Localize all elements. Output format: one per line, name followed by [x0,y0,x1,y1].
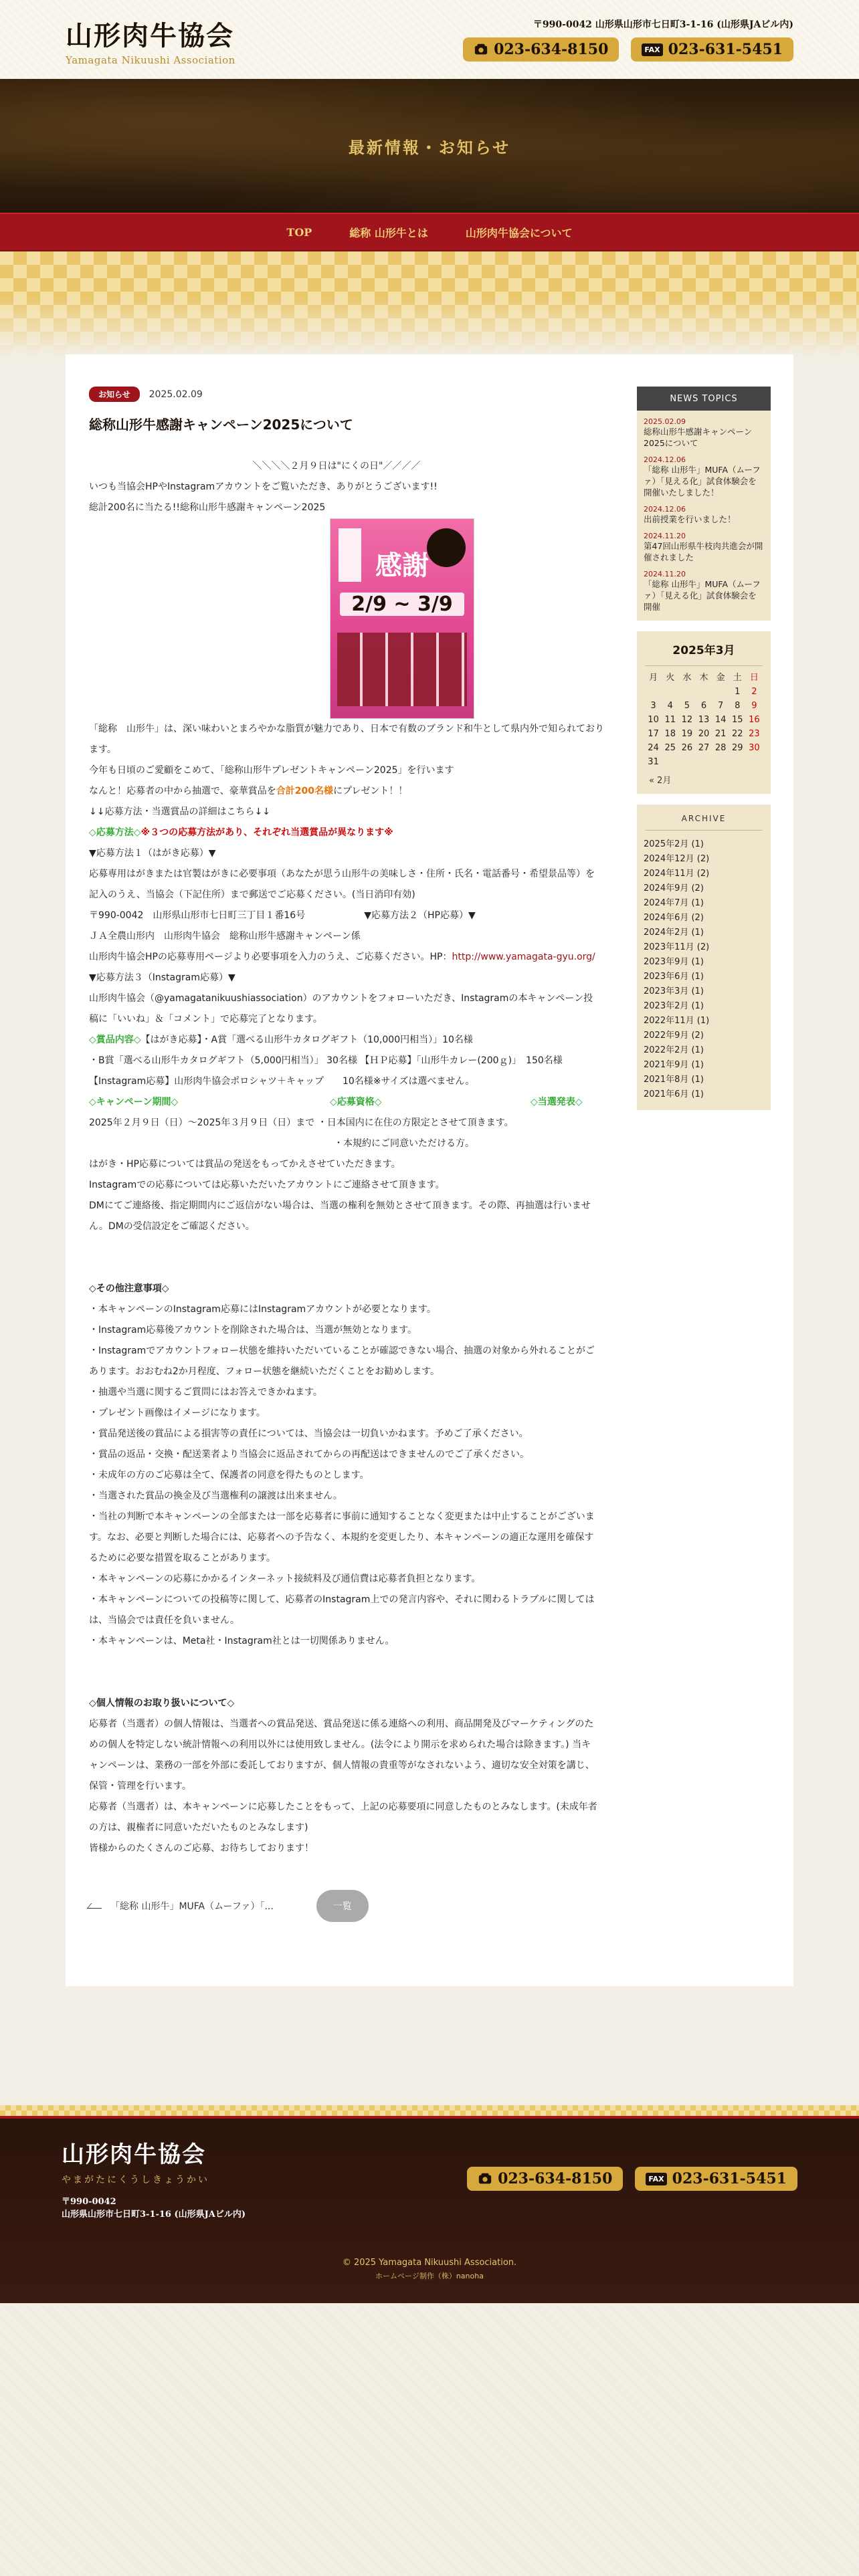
body-line: ・Instagram応募後アカウントを削除された場合は、当選が無効となります。 [89,1325,417,1335]
calendar-day: 5 [684,701,690,711]
body-line: ・賞品発送後の賞品による損害等の責任については、当協会は一切負いかねます。予めご了承ください。 [89,1428,529,1439]
body-text: にプレゼント！！ [332,786,408,796]
copyright-text: © 2025 Yamagata Nikuushi Association. [342,2258,517,2268]
phone-icon [478,2171,492,2186]
news-item[interactable] [637,455,771,498]
calendar-day: 1 [735,687,741,697]
news-date: 2024.12.06 [644,455,686,464]
archive-link[interactable]: 2024年6月 (2) [644,913,704,923]
news-date: 2024.11.20 [644,532,686,540]
archive-link[interactable]: 2023年2月 (1) [644,1001,704,1011]
calendar-day [712,685,729,699]
prev-post-link[interactable] [89,1899,274,1913]
archive-heading: ARCHIVE [645,804,763,831]
archive-link[interactable]: 2024年2月 (1) [644,928,704,938]
body-line: ・賞品の返品・交換・配送業者より当協会に返品されてからの再配送はできませんのでご了承ください。 [89,1449,529,1460]
decorative-band [0,251,859,358]
section-heading: ◇賞品内容◇ [89,1035,141,1045]
calendar-day: 26 [681,743,693,753]
calendar-box [637,631,771,794]
body-line: は、当協会では責任を負いません。 [89,1615,240,1626]
calendar-day: 29 [732,743,743,753]
poster-meat-photos [337,633,467,706]
body-line: ＼＼＼＼２月９日は"にくの日"／／／／ [252,461,421,471]
page-hero [0,79,859,213]
highlight-text: 合計200名様 [276,786,333,796]
article [89,387,624,1922]
calendar-day [662,756,678,769]
footer-logo[interactable] [62,2136,246,2220]
body-text: 2025年２月９日（日）～2025年３月９日（日）まで [89,1117,315,1128]
calendar-day: 31 [648,757,659,767]
archive-link[interactable]: 2023年11月 (2) [644,942,710,952]
body-line: ん。DMの受信設定をご確認ください。 [89,1221,255,1232]
calendar-day [746,756,763,769]
archive-link[interactable]: 2022年9月 (2) [644,1031,704,1041]
global-nav [0,213,859,251]
calendar-day: 9 [751,701,757,711]
header-contact [463,17,793,62]
calendar-day: 17 [648,729,659,739]
tel-number: 023-634-8150 [494,41,609,58]
page-bottom-background [0,2303,859,2576]
news-topics-box [637,387,771,621]
poster-title: 感謝 [375,550,429,581]
archive-link[interactable]: 2021年8月 (1) [644,1075,704,1085]
body-line: 山形肉牛協会（@yamagatanikuushiassociation）のアカウントをフォローいただき、Instagramの本キャンペーン投 [89,993,593,1004]
section-heading: ◇その他注意事項◇ [89,1283,169,1294]
body-line: るために必要な措置を取ることがあります。 [89,1553,276,1564]
news-title[interactable]: 「総称 山形牛」MUFA（ムーファ）「見える化」試食体験会を開催 [644,579,761,612]
sidebar [637,387,771,1121]
body-text: ・日本国内に在住の方限定とさせて頂きます。 [317,1117,514,1128]
calendar-weekday: 金 [716,673,725,683]
calendar-day: 24 [648,743,659,753]
archive-link[interactable]: 2023年6月 (1) [644,972,704,982]
category-badge[interactable]: お知らせ [89,387,140,402]
calendar-day: 8 [735,701,741,711]
archive-link[interactable]: 2022年2月 (1) [644,1045,704,1055]
body-line [89,1113,624,1134]
body-line [89,1030,624,1051]
body-line [89,1092,624,1113]
news-item[interactable] [637,505,771,525]
prev-post-title: 「総称 山形牛」MUFA（ムーファ）「... [110,1901,274,1912]
logo-text: 山形肉牛協会 [66,20,234,51]
section-heading: ◇応募資格◇ [330,1097,382,1107]
calendar-weekday: 月 [649,673,658,683]
body-line: ・抽選や当選に関するご質問にはお答えできかねます。 [89,1387,322,1398]
body-line: す。なお、必要と判断した場合には、応募者への予告なく、本規約を変更したり、本キャンペーンの適正な運用を確保す [89,1532,594,1543]
calendar-weekday: 水 [682,673,692,683]
page-title: 最新情報・お知らせ [348,137,511,157]
body-text: 【はがき応募】・A賞「選べる山形牛カタログギフト（10,000円相当）」10名様 [140,1035,473,1045]
news-date: 2025.02.09 [644,417,686,426]
body-line: ・本キャンペーンについての投稿等に関して、応募者のInstagram上での発言内容や、それに関わるトラブルに関しては [89,1594,595,1605]
calendar-day: 15 [732,715,743,725]
phone-icon [474,42,488,57]
calendar-day: 13 [698,715,710,725]
calendar-day [662,685,678,699]
body-line: ・本キャンペーンの応募にかかるインターネット接続料及び通信費は応募者負担となります。 [89,1574,481,1584]
news-title[interactable]: 第47回山形県牛枝肉共進会が開催されました [644,541,763,562]
body-line: 応募者（当選者）の個人情報は、当選者への賞品発送、賞品発送に係る連絡への利用、商品開発及びマーケティングのた [89,1719,594,1729]
calendar-day [695,685,712,699]
footer-fax-button[interactable] [635,2167,797,2191]
highlight-text: ※３つの応募方法があり、それぞれ当選賞品が異なります※ [140,827,393,838]
body-line: ・Instagramでアカウントフォロー状態を維持いただいていることが確認できない場合、抽選の対象から外れることがご [89,1346,595,1356]
footer-address: 山形県山形市七日町3-1-16 (山形県JAビル内) [62,2210,246,2220]
logo-subtext: Yamagata Nikuushi Association [66,54,235,66]
news-item[interactable] [637,532,771,563]
calendar-day: 6 [700,701,707,711]
calendar-day: 28 [714,743,727,753]
calendar-title: 2025年3月 [645,631,763,666]
nav-item-about-association[interactable]: 山形肉牛協会について [465,226,573,239]
body-line: Instagramでの応募については応募いただいたアカウントにご連絡させて頂きます。 [89,1180,445,1190]
calendar-day: 30 [749,743,760,753]
body-line [89,905,624,926]
body-text: 〒990-0042 山形県山形市七日町三丁目１番16号 [89,910,306,921]
article-title: 総称山形牛感謝キャンペーン2025について [89,417,353,433]
fax-button[interactable] [631,37,793,62]
body-line: ・プレゼント画像はイメージになります。 [89,1408,266,1418]
archive-link[interactable]: 2023年3月 (1) [644,986,704,996]
calendar-day: 25 [664,743,676,753]
news-date: 2024.11.20 [644,570,686,578]
section-heading: ◇キャンペーン期間◇ [89,1097,179,1107]
body-text: 山形肉牛協会HPの応募専用ページより必要事項を入力のうえ、ご応募ください。HP： [89,952,452,962]
body-line [89,1134,624,1154]
body-line: ・未成年の方のご応募は全て、保護者の同意を得たものとします。 [89,1470,369,1481]
body-line: 【Instagram応募】山形肉牛協会ポロシャツ＋キャップ 10名様※サイズは選べません。 [89,1076,475,1087]
poster-dates: 2/9 ~ 3/9 [340,593,464,616]
calendar-day [695,756,712,769]
archive-link[interactable]: 2024年7月 (1) [644,898,704,908]
calendar-day: 12 [681,715,693,725]
body-line: ↓↓応募方法・当選賞品の詳細はこちら↓↓ [89,807,270,817]
body-line: ・本キャンペーンは、Meta社・Instagram社とは一切関係ありません。 [89,1636,395,1646]
section-heading: ◇当選発表◇ [531,1097,583,1107]
calendar-day: 11 [664,715,676,725]
body-line: ▼応募方法１（はがき応募）▼ [89,848,216,859]
calendar-day: 22 [732,729,743,739]
body-line: 皆様からのたくさんのご応募、お待ちしております！ [89,1843,314,1854]
article-body [89,456,624,1859]
body-line: 「総称 山形牛」は、深い味わいとまろやかな脂質が魅力であり、日本で有数のブランド和牛として県内外で知られており [89,724,604,734]
news-title[interactable]: 総称山形牛感謝キャンペーン2025について [644,427,753,448]
news-topics-heading: NEWS TOPICS [637,387,771,411]
section-heading: ◇個人情報のお取り扱いについて◇ [89,1698,235,1709]
body-text: ・本規約にご同意いただける方。 [334,1138,474,1149]
body-line: めの個人を特定しない統計情報への利用以外には使用致しません。(法令により開示を求められた場合は除きます。) 当キ [89,1739,591,1750]
body-line: ・本キャンペーンのInstagram応募にはInstagramアカウントが必要となります。 [89,1304,436,1315]
body-line: DMにてご連絡後、指定期間内にご返信がない場合は、当選の権利を無効とさせて頂きます。その際、再抽選は行いませ [89,1200,591,1211]
body-line: 応募者（当選者）は、本キャンペーンに応募したことをもって、上記の応募要項に同意したものとみなします。(未成年者 [89,1802,597,1812]
archive-box [637,804,771,1110]
calendar-day: 14 [714,715,727,725]
body-line: ＪＡ全農山形内 山形肉牛協会 総称山形牛感謝キャンペーン係 [89,931,361,942]
body-line: あります。おおむね2か月程度、フォロー状態を継続いただくことをお勧めします。 [89,1366,440,1377]
calendar-day [712,756,729,769]
site-footer [0,2116,859,2303]
calendar-day: 20 [698,729,710,739]
campaign-poster-image [330,518,474,719]
calendar-day: 3 [650,701,656,711]
footer-tel-button[interactable] [467,2167,623,2191]
header-address: 〒990-0042 山形県山形市七日町3-1-16 (山形県JAビル内) [533,19,793,30]
section-heading: ◇応募方法◇ [89,827,141,838]
calendar-grid [637,666,771,769]
news-title[interactable]: 出前授業を行いました！ [644,514,736,524]
body-line: 稿に「いいね」＆「コメント」で応募完了となります。 [89,1014,322,1025]
tel-button[interactable] [463,37,619,62]
credit-link[interactable]: ホームページ制作（株）nanoha [375,2272,484,2280]
body-line: の方は、親権者に同意いただいたものとみなします) [89,1822,308,1833]
calendar-day: 4 [667,701,673,711]
footer-logo-text: 山形肉牛協会 [62,2141,206,2168]
calendar-day: 21 [714,729,727,739]
archive-link[interactable]: 2025年2月 (1) [644,839,704,849]
news-date: 2024.12.06 [644,505,686,514]
body-line: 保管・管理を行います。 [89,1781,191,1792]
arrow-left-icon [87,1903,106,1909]
news-title[interactable]: 「総称 山形牛」MUFA（ムーファ）「見える化」試食体験会を開催いたしました！ [644,465,761,498]
archive-link[interactable]: 2024年12月 (2) [644,854,710,864]
calendar-day: 19 [681,729,693,739]
body-line: 応募専用はがきまたは官製はがきに必要事項（あなたが思う山形牛の美味しさ・住所・氏名・電話番号・希望景品等）を [89,869,595,879]
calendar-weekday: 土 [733,673,742,683]
calendar-day: 10 [648,715,659,725]
calendar-day: 16 [749,715,760,725]
fax-number: 023-631-5451 [668,41,783,58]
fax-icon: FAX [642,43,662,56]
archive-link[interactable]: 2023年9月 (1) [644,957,704,967]
site-header [0,0,859,79]
site-logo[interactable] [66,15,235,66]
footer-zip: 〒990-0042 [62,2197,116,2207]
calendar-day: 23 [749,729,760,739]
calendar-day [678,685,695,699]
archive-link[interactable]: 2021年6月 (1) [644,1089,704,1099]
calendar-day: 2 [751,687,757,697]
footer-tel-number: 023-634-8150 [498,2170,613,2187]
body-line [89,823,624,843]
body-line: いつも当協会HPやInstagramアカウントをご覧いただき、ありがとうございます!! [89,481,438,492]
calendar-day: 7 [717,701,724,711]
fax-icon: FAX [646,2173,666,2185]
body-line: ・当社の判断で本キャンペーンの全部または一部を応募者に事前に通知することなく変更または中止することがございま [89,1511,595,1522]
body-line [89,947,624,968]
body-line: ・B賞「選べる山形牛カタログギフト（5,000円相当）」 30名様 【ＨＰ応募】「山形牛カレー(200ｇ)」 150名様 [89,1055,563,1066]
footer-decorative-band [0,2105,859,2116]
nav-item-top[interactable]: TOP [286,225,312,239]
copyright [0,2258,859,2281]
calendar-day: 18 [664,729,676,739]
body-line: 総計200名に当たる!!総称山形牛感謝キャンペーン2025 [89,502,326,513]
calendar-day [645,685,662,699]
calendar-prev-link[interactable]: « 2月 [649,776,672,786]
body-line: 今年も日頃のご愛顧をこめて、「総称山形牛プレゼントキャンペーン2025」を行います [89,765,454,776]
archive-link[interactable]: 2021年9月 (1) [644,1060,704,1070]
news-item[interactable] [637,570,771,613]
post-pager [89,1890,624,1922]
body-line [89,781,624,802]
body-text: なんと！応募者の中から抽選で、豪華賞品を [89,786,276,796]
body-line: ます。 [89,744,116,755]
post-date: 2025.02.09 [149,389,203,400]
archive-link[interactable]: 2024年9月 (2) [644,883,704,893]
calendar-day: 27 [698,743,710,753]
calendar-weekday: 火 [666,673,675,683]
archive-link[interactable]: 2022年11月 (1) [644,1016,710,1026]
hp-link[interactable]: http://www.yamagata-gyu.org/ [452,952,595,962]
archive-list [637,831,771,1102]
nav-item-about-yamagata-gyu[interactable]: 総称 山形牛とは [349,226,428,239]
footer-fax-number: 023-631-5451 [672,2170,787,2187]
body-line: ャンペーンは、業務の一部を外部に委託しておりますが、個人情報の貴重等がなされないよう、適切な安全対策を講じ、 [89,1760,595,1771]
calendar-day [729,756,746,769]
footer-logo-kana: やまがたにくうしきょうかい [62,2175,209,2185]
archive-link[interactable]: 2024年11月 (2) [644,869,710,879]
calendar-day [678,756,695,769]
news-item[interactable] [637,417,771,449]
body-line: はがき・HP応募については賞品の発送をもってかえさせていただきます。 [89,1159,401,1170]
body-line: 記入のうえ、当協会（下記住所）まで郵送でご応募ください。(当日消印有効) [89,889,415,900]
body-line: ・当選された賞品の換金及び当選権利の譲渡は出来ません。 [89,1491,343,1501]
body-line: ▼応募方法３（Instagram応募）▼ [89,972,235,983]
body-text: ▼応募方法２（HP応募）▼ [364,910,476,921]
calendar-weekday: 日 [749,673,759,683]
calendar-weekday: 木 [699,673,708,683]
list-button[interactable]: 一覧 [316,1890,369,1922]
